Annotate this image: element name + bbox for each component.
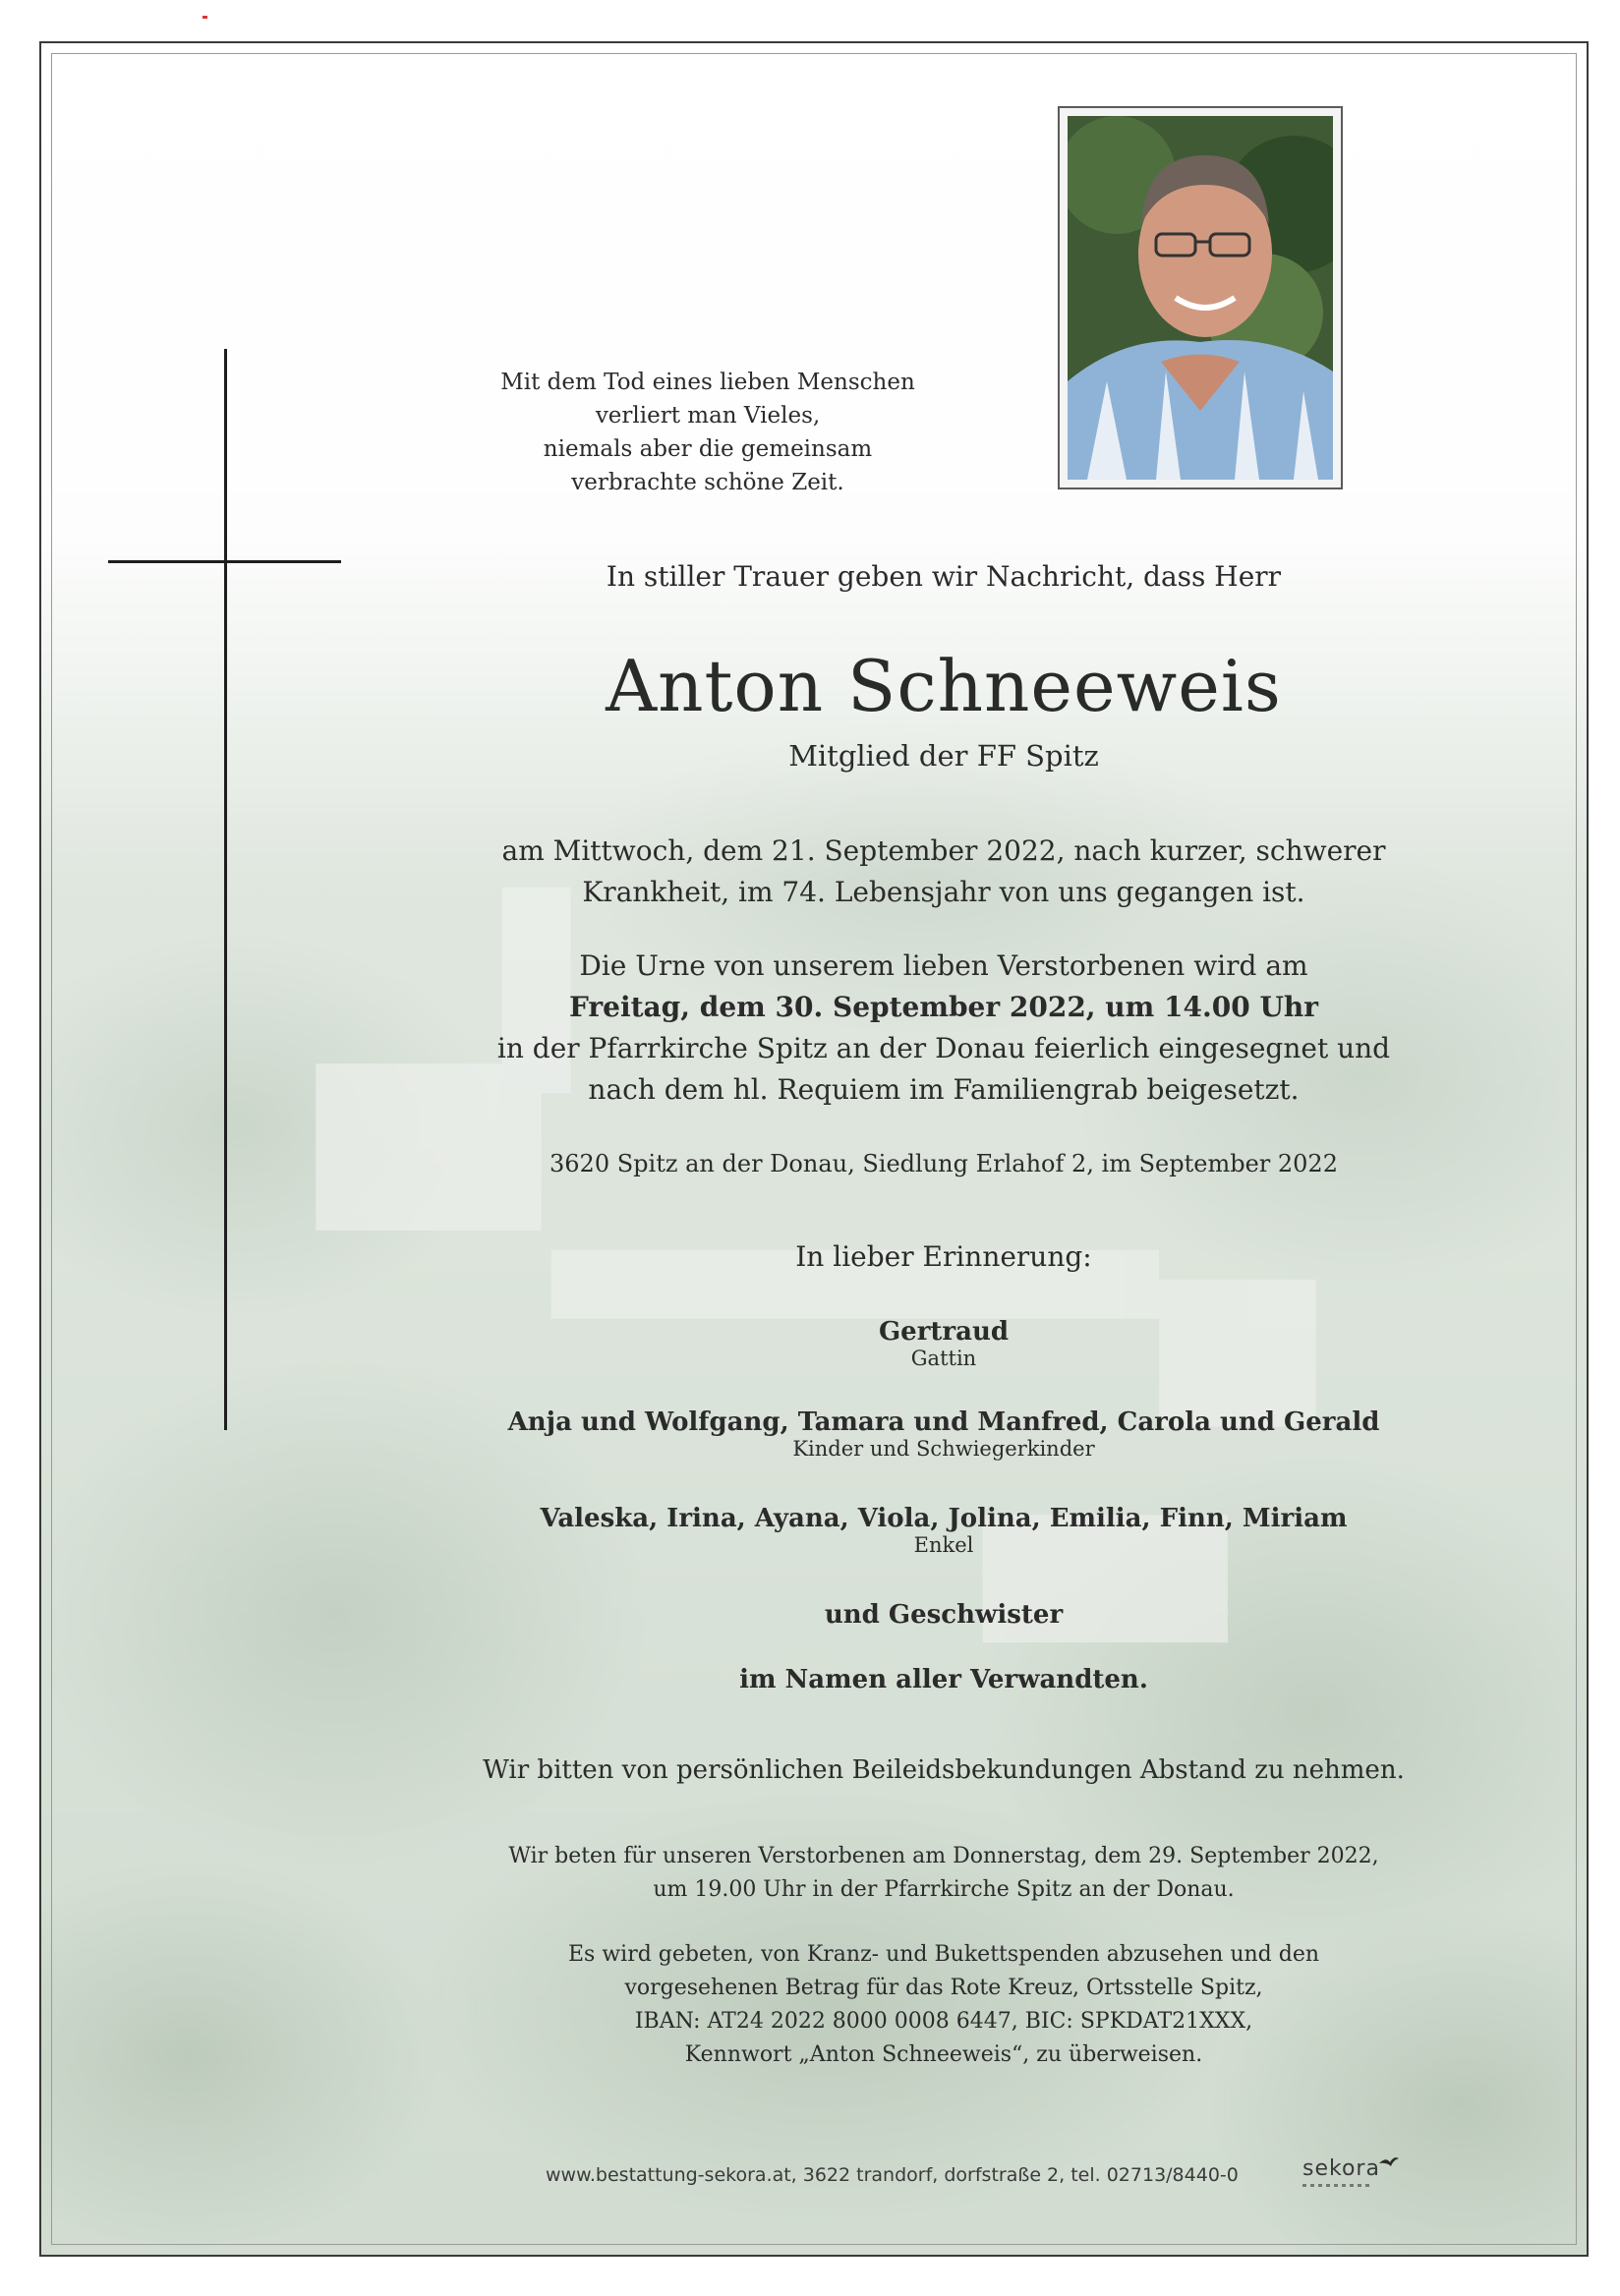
death-notice-line: Krankheit, im 74. Lebensjahr von uns gegangen ist.	[582, 876, 1305, 908]
donation-line: Kennwort „Anton Schneeweis“, zu überweisen.	[684, 2042, 1203, 2067]
membership-line: Mitglied der FF Spitz	[788, 739, 1099, 773]
condolence-request: Wir bitten von persönlichen Beileidsbekundungen Abstand zu nehmen.	[483, 1755, 1405, 1785]
donation-line: vorgesehenen Betrag für das Rote Kreuz, Ortsstelle Spitz,	[624, 1976, 1263, 2000]
bird-icon	[1378, 2154, 1400, 2170]
death-notice	[433, 831, 1455, 913]
mourner-group	[433, 1407, 1455, 1461]
memorial-quote	[452, 366, 963, 499]
funeral-line: Die Urne von unserem lieben Verstorbenen wird am	[579, 949, 1308, 982]
quote-line: niemals aber die gemeinsam	[543, 436, 873, 462]
cross-horizontal	[108, 560, 341, 563]
mourner-names: Gertraud	[878, 1317, 1010, 1347]
mourner-role: Enkel	[913, 1533, 974, 1557]
funeral-line: in der Pfarrkirche Spitz an der Donau feierlich eingesegnet und	[496, 1032, 1391, 1064]
mourner-group	[433, 1504, 1455, 1557]
mourner-group	[433, 1600, 1455, 1630]
prayer-notice	[433, 1840, 1455, 1907]
portrait-photo	[1058, 106, 1343, 489]
mourner-group	[433, 1665, 1455, 1694]
mourner-names: Valeska, Irina, Ayana, Viola, Jolina, Emilia, Finn, Miriam	[540, 1504, 1348, 1533]
donation-notice	[433, 1938, 1455, 2072]
memory-title: In lieber Erinnerung:	[795, 1240, 1092, 1273]
mourner-names: und Geschwister	[824, 1600, 1064, 1630]
mourner-role: Gattin	[910, 1347, 977, 1370]
funeral-date: Freitag, dem 30. September 2022, um 14.00 Uhr	[569, 991, 1318, 1023]
intro-line: In stiller Trauer geben wir Nachricht, dass Herr	[606, 560, 1282, 593]
funeral-details	[433, 946, 1455, 1111]
quote-line: Mit dem Tod eines lieben Menschen	[500, 370, 915, 395]
mourner-names: im Namen aller Verwandten.	[739, 1665, 1148, 1694]
quote-line: verbrachte schöne Zeit.	[571, 470, 844, 495]
cross-vertical	[224, 349, 227, 1430]
donation-line: IBAN: AT24 2022 8000 0008 6447, BIC: SPKDAT21XXX,	[634, 2009, 1253, 2034]
funeral-home-contact: www.bestattung-sekora.at, 3622 trandorf, dorfstraße 2, tel. 02713/8440-0	[546, 2164, 1239, 2186]
prayer-line: Wir beten für unseren Verstorbenen am Donnerstag, dem 29. September 2022,	[508, 1844, 1379, 1868]
funeral-home-logo: sekora	[1302, 2156, 1380, 2181]
mourner-group	[433, 1317, 1455, 1370]
place-and-date: 3620 Spitz an der Donau, Siedlung Erlahof 2, im September 2022	[550, 1150, 1338, 1177]
mourner-names: Anja und Wolfgang, Tamara und Manfred, Carola und Gerald	[507, 1407, 1380, 1437]
prayer-line: um 19.00 Uhr in der Pfarrkirche Spitz an der Donau.	[653, 1877, 1235, 1902]
portrait-image	[1068, 116, 1333, 480]
quote-line: verliert man Vieles,	[595, 403, 821, 429]
donation-line: Es wird gebeten, von Kranz- und Bukettspenden abzusehen und den	[567, 1942, 1320, 1967]
logo-underline	[1302, 2184, 1371, 2187]
deceased-name: Anton Schneeweis	[606, 645, 1282, 727]
death-notice-line: am Mittwoch, dem 21. September 2022, nach kurzer, schwerer	[501, 834, 1386, 867]
funeral-line: nach dem hl. Requiem im Familiengrab beigesetzt.	[588, 1073, 1300, 1106]
scan-mark	[202, 16, 207, 19]
mourner-role: Kinder und Schwiegerkinder	[792, 1437, 1095, 1461]
